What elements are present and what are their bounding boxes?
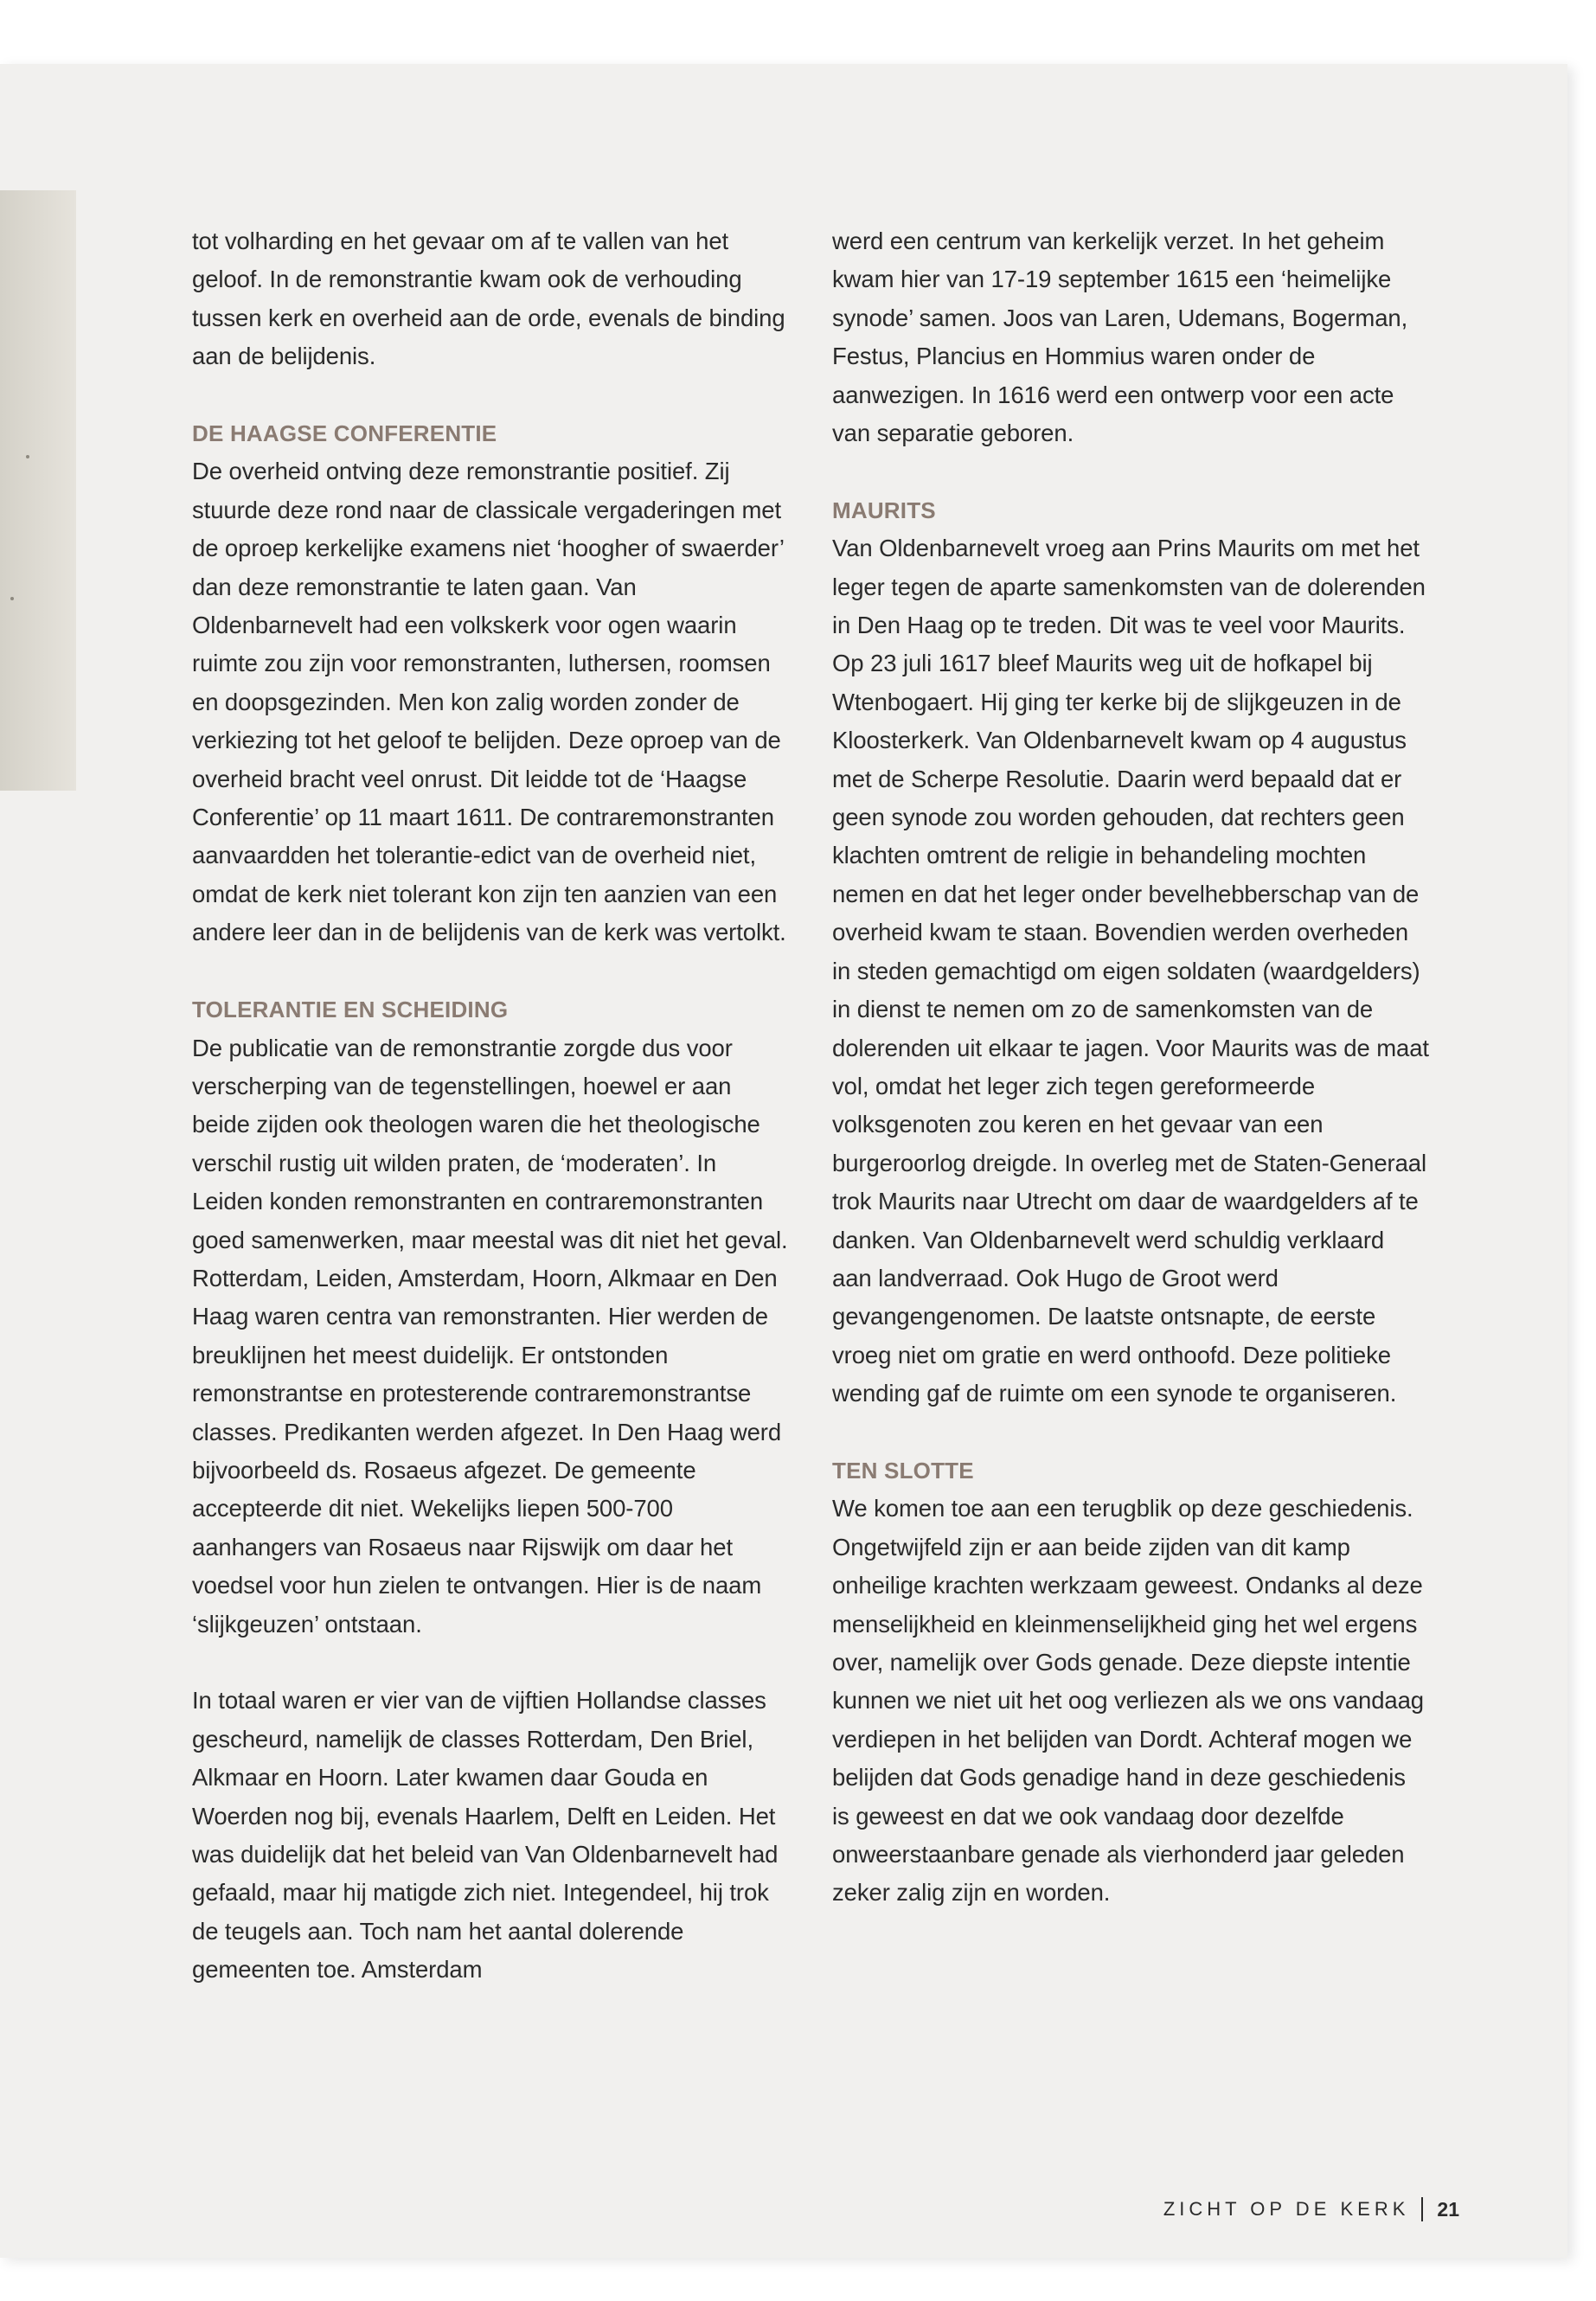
section-heading-ten-slotte: TEN SLOTTE [832, 1457, 974, 1484]
maurits-paragraph: Van Oldenbarnevelt vroeg aan Prins Maurits om met het leger tegen de aparte samenkomsten van de dolerenden in Den Haag op te treden. Dit was te veel voor Maurits. Op 23 juli 1617 bleef Maurits weg uit de hofkapel bij Wtenbogaert. Hij ging ter kerke bij de slijkgeuzen in de Kloosterkerk. Van Oldenbarnevelt kwam op 4 augustus met de Scherpe Resolutie. Daarin werd bepaald dat er geen synode zou worden gehouden, dat rechters geen klachten omtrent de religie in behandeling mochten nemen en dat het leger onder bevelhebberschap van de overheid kwam te staan. Bovendien werden overheden in steden gemachtigd om eigen soldaten (waardgelders) in dienst te nemen om zo de samenkomsten van de dolerenden uit elkaar te jagen. Voor Maurits was de maat vol, omdat het leger zich tegen gereformeerde volksgenoten zou keren en het gevaar van een burgeroorlog dreigde. In overleg met de Staten-Generaal trok Maurits naar Utrecht om daar de waardgelders af te danken. Van Oldenbarnevelt werd schuldig verklaard aan landverraad. Ook Hugo de Groot werd gevangengenomen. De laatste ontsnapte, de eerste vroeg niet om gratie en werd onthoofd. Deze politieke wending gaf de ruimte om een synode te organiseren. [832, 535, 1429, 1407]
ten-slotte-paragraph: We komen toe aan een terugblik op deze geschiedenis. Ongetwijfeld zijn er aan beide zijden van dit kamp onheilige krachten werkzaam geweest. Ondanks al deze menselijkheid en kleinmenselijkheid ging het wel ergens over, namelijk over Gods genade. Deze diepste intentie kunnen we niet uit het oog verliezen als we ons vandaag verdiepen in het belijden van Dordt. Achteraf mogen we belijden dat Gods genadige hand in deze geschiedenis is geweest en dat we ook vandaag door dezelfde onweerstaanbare genade als vierhonderd jaar geleden zeker zalig zijn en worden. [832, 1495, 1424, 1907]
page-footer [1163, 2197, 1459, 2221]
footer-divider [1421, 2197, 1423, 2221]
photo-speck [26, 455, 29, 458]
tolerantie-paragraph: De publicatie van de remonstrantie zorgde dus voor verscherping van de tegenstellingen, hoewel er aan beide zijden ook theologen waren die het theologische verschil rustig uit wilden praten, de ‘moderaten’. In Leiden konden remonstranten en contraremonstranten goed samenwerken, maar meestal was dit niet het geval. Rotterdam, Leiden, Amsterdam, Hoorn, Alkmaar en Den Haag waren centra van remonstranten. Hier werden de breuklijnen het meest duidelijk. Er ontstonden remonstrantse en protesterende contraremonstrantse classes. Predikanten werden afgezet. In Den Haag werd bijvoorbeeld ds. Rosaeus afgezet. De gemeente accepteerde dit niet. Wekelijks liepen 500-700 aanhangers van Rosaeus naar Rijswijk om daar het voedsel voor hun zielen te ontvangen. Hier is de naam ‘slijkgeuzen’ ontstaan. [192, 1034, 788, 1638]
magazine-name: ZICHT OP DE KERK [1163, 2198, 1410, 2220]
right-intro-paragraph: werd een centrum van kerkelijk verzet. In het geheim kwam hier van 17-19 september 1615 een ‘heimelijke synode’ samen. Joos van Laren, Udemans, Bogerman, Festus, Plancius en Hommius waren onder de aanwezigen. In 1616 werd een ontwerp voor een acte van separatie geboren. [832, 228, 1408, 447]
section-heading-maurits: MAURITS [832, 497, 936, 523]
tolerantie-paragraph-2: In totaal waren er vier van de vijftien Hollandse classes gescheurd, namelijk de classes Rotterdam, Den Briel, Alkmaar en Hoorn. Later kwamen daar Gouda en Woerden nog bij, evenals Haarlem, Delft en Leiden. Het was duidelijk dat het beleid van Van Oldenbarnevelt had gefaald, maar hij matigde zich niet. Integendeel, hij trok de teugels aan. Toch nam het aantal dolerende gemeenten toe. Amsterdam [192, 1687, 779, 1984]
left-column [192, 222, 789, 1990]
page [0, 64, 1567, 2258]
section-heading-tolerantie: TOLERANTIE EN SCHEIDING [192, 997, 509, 1023]
right-column [832, 222, 1429, 1913]
haagse-conferentie-paragraph: De overheid ontving deze remonstrantie positief. Zij stuurde deze rond naar de classicale vergaderingen met de oproep kerkelijke examens niet ‘hoogher of swaerder’ dan deze remonstrantie te laten gaan. Van Oldenbarnevelt had een volkskerk voor ogen waarin ruimte zou zijn voor remonstranten, luthersen, roomsen en doopsgezinden. Men kon zalig worden zonder de verkiezing tot het geloof te belijden. Deze oproep van de overheid bracht veel onrust. Dit leidde tot de ‘Haagse Conferentie’ op 11 maart 1611. De contraremonstranten aanvaardden het tolerantie-edict van de overheid niet, omdat de kerk niet tolerant kon zijn ten aanzien van een andere leer dan in de belijdenis van de kerk was vertolkt. [192, 458, 786, 946]
section-heading-haagse-conferentie: DE HAAGSE CONFERENTIE [192, 420, 497, 447]
photo-speck [10, 597, 14, 600]
photo-fragment [0, 190, 76, 791]
left-intro-paragraph: tot volharding en het gevaar om af te vallen van het geloof. In de remonstrantie kwam ook de verhouding tussen kerk en overheid aan de orde, evenals de binding aan de belijdenis. [192, 228, 785, 370]
page-number: 21 [1437, 2197, 1459, 2221]
